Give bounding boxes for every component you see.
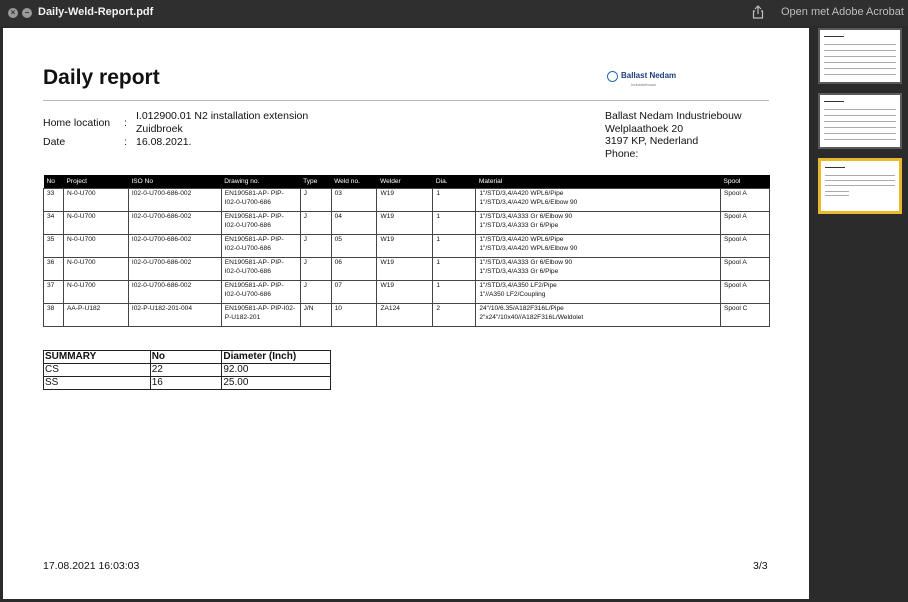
cell-drawing (221, 258, 300, 281)
cell-welder (377, 189, 433, 212)
cell-material (476, 235, 721, 258)
cell-spool (720, 235, 769, 258)
cell-welder (377, 212, 433, 235)
title-bar (0, 0, 908, 26)
cell-spool-line: Spool A (723, 213, 747, 220)
col-header-project: Project (63, 175, 128, 189)
cell-iso (128, 281, 221, 304)
cell-welder-line: W19 (380, 282, 395, 289)
cell-dia-line: 1 (436, 213, 441, 220)
cell-no-line: 37 (47, 282, 55, 289)
cell-project (63, 189, 128, 212)
footer-timestamp: 17.08.2021 16:03:03 (43, 560, 140, 572)
cell-weld-no (331, 258, 377, 281)
home-location-line2: Zuidbroek (136, 123, 183, 135)
cell-iso (128, 235, 221, 258)
cell-no (44, 189, 64, 212)
date-separator: : (124, 136, 127, 148)
company-city: 3197 KP, Nederland (605, 135, 699, 147)
cell-material-line: 1"/STD/3,4/A350 LF2/Pipe (479, 282, 557, 289)
cell-drawing (221, 235, 300, 258)
table-row (44, 304, 770, 327)
cell-weld-no (331, 235, 377, 258)
weld-table (43, 175, 770, 327)
cell-iso-line: I02-0-U700-686-002 (131, 236, 192, 243)
cell-type (300, 189, 331, 212)
cell-spool (720, 258, 769, 281)
summary-row (44, 364, 331, 377)
cell-dia-line: 2 (436, 305, 441, 312)
date-label: Date (43, 136, 66, 148)
cell-spool-line: Spool A (723, 190, 747, 197)
company-address (605, 110, 742, 160)
date-value: 16.08.2021. (136, 136, 192, 148)
cell-spool-line: Spool A (723, 259, 747, 266)
cell-drawing-line: I02-0-U700-686 (224, 267, 271, 275)
summary-header (44, 351, 331, 364)
cell-material-line: 1"/STD/3,4/A420 WPL6/Pipe (479, 190, 564, 197)
page-thumbnail-3[interactable] (818, 158, 902, 214)
cell-spool (720, 281, 769, 304)
cell-no-line: 33 (47, 190, 55, 197)
logo-subtext: Industriebouw (631, 82, 656, 87)
company-logo (607, 69, 697, 89)
close-icon[interactable]: × (8, 8, 18, 18)
home-location-line1: I.012900.01 N2 installation extension (136, 110, 309, 122)
cell-type (300, 235, 331, 258)
cell-type (300, 304, 331, 327)
cell-drawing-line: I02-0-U700-686 (224, 244, 271, 252)
cell-dia-line: 1 (436, 236, 441, 243)
cell-welder-line: W19 (380, 259, 395, 266)
table-row (44, 212, 770, 235)
summary-type: SS (44, 377, 151, 390)
cell-weld-no (331, 304, 377, 327)
cell-type-line: J (303, 190, 307, 197)
logo-text: Ballast Nedam (621, 71, 677, 80)
cell-drawing (221, 281, 300, 304)
col-header-dia: Dia. (433, 175, 476, 189)
company-street: Welplaathoek 20 (605, 122, 684, 135)
cell-material (476, 281, 721, 304)
cell-iso (128, 189, 221, 212)
summary-row (44, 377, 331, 390)
cell-no (44, 258, 64, 281)
cell-material-line: 1"/STD/3,4/A420 WPL6/Pipe (479, 236, 564, 243)
cell-drawing-line: EN190581-AP- PIP- (224, 282, 284, 289)
pdf-page (3, 28, 809, 599)
cell-iso-line: I02-0-U700-686-002 (131, 213, 192, 220)
cell-no-line: 36 (47, 259, 55, 266)
cell-type-line: J/N (303, 305, 314, 312)
col-header-drawing: Drawing no. (221, 175, 300, 189)
cell-no-line: 34 (47, 213, 55, 220)
cell-project (63, 212, 128, 235)
cell-drawing (221, 189, 300, 212)
cell-dia (433, 189, 476, 212)
header-divider (43, 100, 769, 101)
cell-no (44, 235, 64, 258)
page-thumbnail-1[interactable] (818, 28, 902, 84)
cell-iso-line: I02-P-U182-201-004 (131, 305, 192, 312)
cell-no (44, 304, 64, 327)
table-row (44, 258, 770, 281)
cell-dia (433, 212, 476, 235)
cell-drawing-line: EN190581-AP- PIP- (224, 259, 284, 266)
cell-iso (128, 304, 221, 327)
cell-iso-line: I02-0-U700-686-002 (131, 190, 192, 197)
summary-header-diameter: Diameter (Inch) (222, 351, 331, 364)
cell-dia (433, 281, 476, 304)
cell-no-line: 38 (47, 305, 55, 312)
cell-iso (128, 258, 221, 281)
cell-spool (720, 304, 769, 327)
company-name: Ballast Nedam Industriebouw (605, 110, 742, 122)
cell-type (300, 281, 331, 304)
company-phone: Phone: (605, 147, 639, 160)
home-location-separator: : (124, 117, 127, 129)
cell-project (63, 258, 128, 281)
cell-drawing-line: EN190581-AP- PIP- (224, 190, 284, 197)
cell-dia (433, 235, 476, 258)
cell-weld-no (331, 212, 377, 235)
cell-project-line: N-0-U700 (66, 213, 96, 220)
cell-iso-line: I02-0-U700-686-002 (131, 282, 192, 289)
cell-welder (377, 304, 433, 327)
cell-material-line: 1"/STD/3,4/A420 WPL6/Elbow 90 (479, 198, 578, 206)
cell-material (476, 212, 721, 235)
cell-drawing-line: I02-0-U700-686 (224, 221, 271, 229)
cell-type-line: J (303, 259, 307, 266)
cell-project-line: N-0-U700 (66, 259, 96, 266)
table-row (44, 235, 770, 258)
cell-spool (720, 189, 769, 212)
cell-project (63, 235, 128, 258)
cell-material (476, 189, 721, 212)
cell-project (63, 304, 128, 327)
col-header-weld: Weld no. (331, 175, 377, 189)
cell-dia-line: 1 (436, 282, 441, 289)
cell-weld-no (331, 281, 377, 304)
cell-material-line: 1"/STD/3,4/A420 WPL6/Elbow 90 (479, 244, 578, 252)
cell-dia (433, 304, 476, 327)
col-header-welder: Welder (377, 175, 433, 189)
summary-diameter: 25.00 (222, 377, 331, 390)
cell-material-line: 1"//A350 LF2/Coupling (479, 290, 546, 298)
cell-welder-line: W19 (380, 236, 395, 243)
cell-material-line: 1"/STD/3,4/A333 Gr 6/Elbow 90 (479, 213, 573, 220)
cell-type-line: J (303, 282, 307, 289)
col-header-no: No (44, 175, 64, 189)
cell-spool-line: Spool A (723, 236, 747, 243)
cell-drawing (221, 212, 300, 235)
cell-welder (377, 281, 433, 304)
col-header-type: Type (300, 175, 331, 189)
cell-project-line: AA-P-U182 (66, 305, 101, 312)
cell-weld-no-line: 05 (334, 236, 342, 243)
cell-no-line: 35 (47, 236, 55, 243)
cell-drawing (221, 304, 300, 327)
cell-spool-line: Spool C (723, 305, 748, 312)
cell-weld-no-line: 03 (334, 190, 342, 197)
cell-material-line: 24"/10/6.35/A182F316L/Pipe (479, 305, 564, 312)
cell-material-line: 1"/STD/3,4/A333 Gr 6/Pipe (479, 267, 559, 275)
cell-project-line: N-0-U700 (66, 282, 96, 289)
cell-material-line: 1"/STD/3,4/A333 Gr 6/Elbow 90 (479, 259, 573, 266)
window-title: Daily-Weld-Report.pdf (38, 6, 154, 18)
summary-table (43, 350, 331, 390)
table-row (44, 189, 770, 212)
cell-iso-line: I02-0-U700-686-002 (131, 259, 192, 266)
minimize-icon[interactable]: – (22, 8, 32, 18)
summary-type: CS (44, 364, 151, 377)
page-thumbnail-2[interactable] (818, 93, 902, 149)
cell-weld-no-line: 10 (334, 305, 342, 312)
cell-type-line: J (303, 213, 307, 220)
cell-no (44, 281, 64, 304)
cell-drawing-line: EN190581-AP- PIP- (224, 236, 284, 243)
cell-welder-line: ZA124 (380, 305, 400, 312)
summary-no: 22 (150, 364, 222, 377)
cell-type-line: J (303, 236, 307, 243)
cell-project-line: N-0-U700 (66, 236, 96, 243)
cell-weld-no-line: 04 (334, 213, 342, 220)
cell-weld-no-line: 07 (334, 282, 342, 289)
cell-welder-line: W19 (380, 213, 395, 220)
cell-dia-line: 1 (436, 190, 441, 197)
cell-iso (128, 212, 221, 235)
share-icon[interactable] (752, 5, 764, 19)
cell-weld-no (331, 189, 377, 212)
summary-diameter: 92.00 (222, 364, 331, 377)
cell-drawing-line: P-U182-201 (224, 313, 261, 321)
cell-material-line: 1"/STD/3,4/A333 Gr 6/Pipe (479, 221, 559, 229)
cell-spool (720, 212, 769, 235)
footer-page-number: 3/3 (753, 560, 768, 572)
cell-welder (377, 235, 433, 258)
col-header-iso: ISO No (128, 175, 221, 189)
col-header-spool: Spool (720, 175, 769, 189)
cell-material (476, 258, 721, 281)
report-title: Daily report (43, 66, 160, 89)
summary-header-type: SUMMARY (44, 351, 151, 364)
cell-project (63, 281, 128, 304)
cell-drawing-line: EN190581-AP- PIP-I02- (224, 305, 296, 312)
home-location-label: Home location (43, 117, 111, 129)
logo-circle-icon (607, 71, 618, 82)
cell-type (300, 258, 331, 281)
cell-drawing-line: I02-0-U700-686 (224, 198, 271, 206)
cell-drawing-line: I02-0-U700-686 (224, 290, 271, 298)
cell-dia (433, 258, 476, 281)
cell-project-line: N-0-U700 (66, 190, 96, 197)
weld-table-header (44, 175, 770, 189)
cell-no (44, 212, 64, 235)
cell-type (300, 212, 331, 235)
cell-welder (377, 258, 433, 281)
cell-spool-line: Spool A (723, 282, 747, 289)
cell-welder-line: W19 (380, 190, 395, 197)
table-row (44, 281, 770, 304)
cell-weld-no-line: 06 (334, 259, 342, 266)
cell-material-line: 2"x24"/10x40//A182F316L/Weldolet (479, 313, 584, 321)
cell-dia-line: 1 (436, 259, 441, 266)
summary-no: 16 (150, 377, 222, 390)
summary-header-no: No (150, 351, 222, 364)
open-acrobat-button[interactable]: Open met Adobe Acrobat (781, 6, 904, 18)
cell-drawing-line: EN190581-AP- PIP- (224, 213, 284, 220)
col-header-material: Material (476, 175, 721, 189)
cell-material (476, 304, 721, 327)
